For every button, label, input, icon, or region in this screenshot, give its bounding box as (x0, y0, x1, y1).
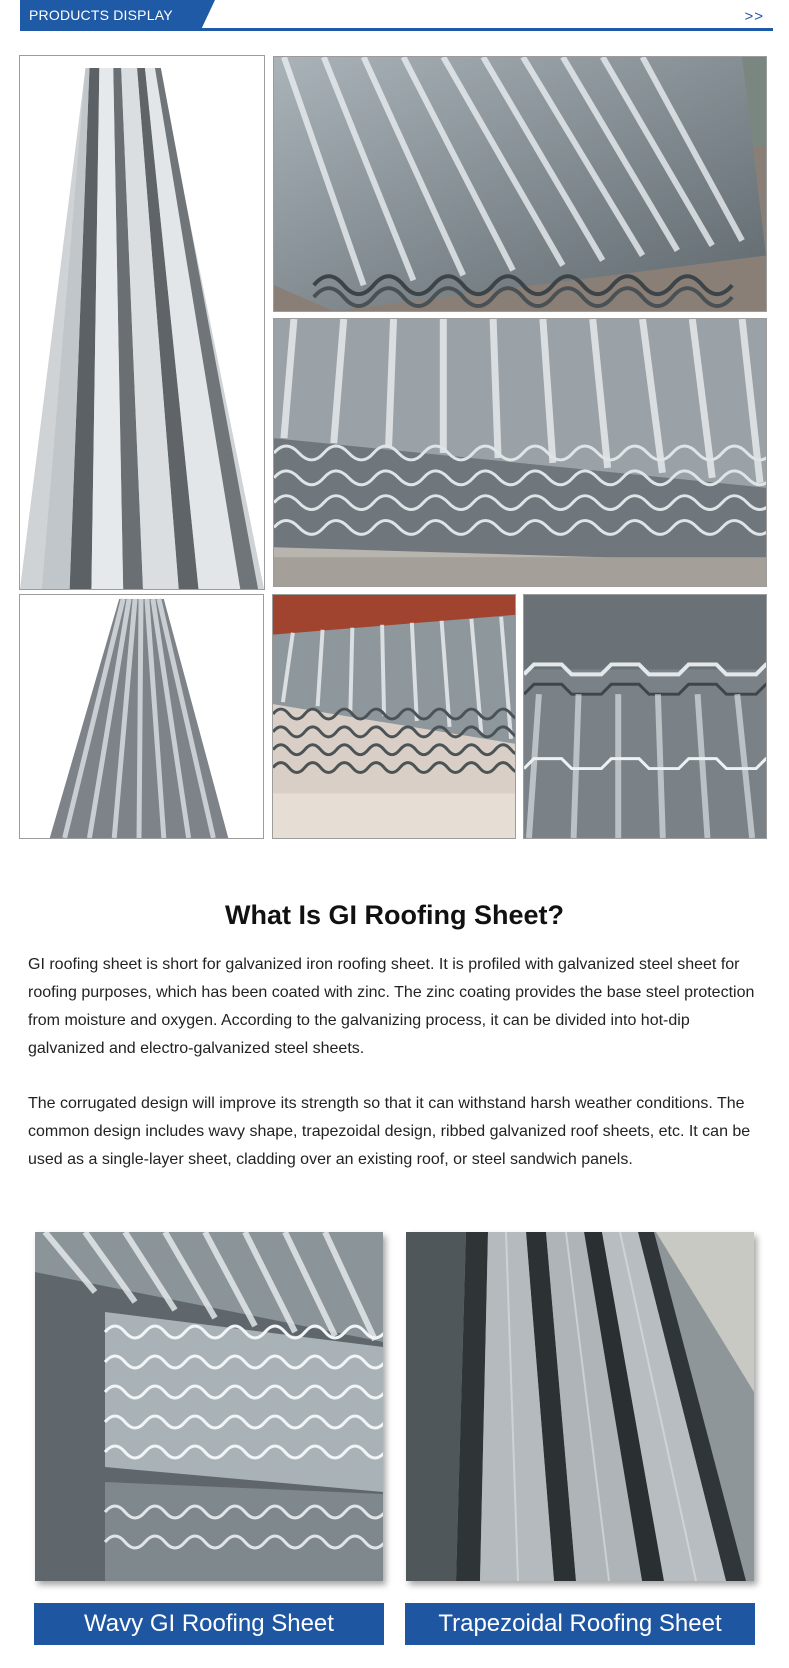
product-photo-trapezoid-profile (523, 594, 767, 839)
wavy-gi-roofing-sheet-photo (35, 1232, 383, 1581)
trapezoidal-roofing-sheet-photo (406, 1232, 754, 1581)
section-title: PRODUCTS DISPLAY (29, 7, 173, 23)
article-paragraph-2: The corrugated design will improve its strength so that it can withstand harsh weather conditions. The common design includes wavy shape, trapezoidal design, ribbed galvanized roof sheets, etc. It can be used as a single-layer sheet, cladding over an existing roof, or steel sandwich panels. (28, 1095, 751, 1168)
products-display-header (20, 0, 773, 31)
product-photo-corrugated-single (19, 594, 264, 839)
wavy-gi-roofing-sheet-label: Wavy GI Roofing Sheet (34, 1603, 384, 1645)
product-photo-wavy-stack (273, 56, 767, 312)
article-heading: What Is GI Roofing Sheet? (225, 900, 564, 930)
more-link[interactable]: >> (744, 8, 764, 25)
product-photo-wavy-warehouse (272, 594, 516, 839)
article-paragraph-1: GI roofing sheet is short for galvanized iron roofing sheet. It is profiled with galvanized steel sheet for roofing purposes, which has been coated with zinc. The zinc coating provides the base steel protection from moisture and oxygen. According to the galvanizing process, it can be divided into hot-dip galvanized and electro-galvanized steel sheets. (28, 956, 755, 1057)
product-photo-trapezoidal-long (19, 55, 265, 590)
product-photo-wavy-bundle (273, 318, 767, 587)
trapezoidal-roofing-sheet-label: Trapezoidal Roofing Sheet (405, 1603, 755, 1645)
